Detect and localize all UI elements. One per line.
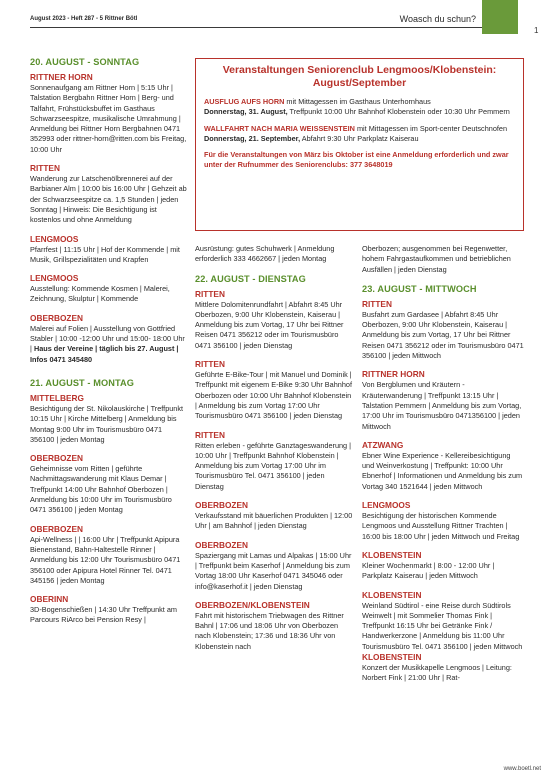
column-2 (195, 244, 355, 660)
event-body: Spaziergang mit Lamas und Alpakas | 15:00 Uhr | Treffpunkt beim Kaserhof | Anmeldung bis zum Vortag 18:00 Uhr Kaserhof 0471 345046 oder info@kaserhof.it | jeden Dienstag (195, 550, 352, 591)
day-heading: 23. AUGUST - MITTWOCH (362, 283, 477, 294)
event-place: RITTEN (362, 298, 392, 309)
event-entry (30, 393, 188, 445)
event-place: KLOBENSTEIN (362, 549, 422, 560)
event-entry (195, 540, 355, 592)
event-place: RITTEN (195, 429, 225, 440)
day-heading: 20. AUGUST - SONNTAG (30, 57, 140, 67)
event-continuation: Oberbozen; ausgenommen bei Regenwetter, hohem Fahrgastaufkommen und betrieblichen Ausfällen | jeden Dienstag (362, 244, 511, 274)
header-rule (30, 27, 482, 28)
event-continuation: Ausrüstung: gutes Schuhwerk | Anmeldung erforderlich 333 4662667 | jeden Montag (195, 244, 335, 264)
page-number: 1 (534, 26, 539, 35)
footer-url: www.boetl.net (503, 766, 541, 772)
event-body: Von Bergblumen und Kräutern - Kräuterwanderung | Treffpunkt 13:15 Uhr | Talstation Pemmern | Anmeldung bis zum Vortag, 17:00 Uhr im Tourismusbüro 0471356100 | jeden Mittwoch (362, 380, 522, 431)
event-body: Geführte E-Bike-Tour | mit Manuel und Dominik | Treffpunkt mit eigenem E-Bike 9:30 Uhr Bahnhof Oberbozen oder 10:00 Uhr Bahnhof Klobenstein | Anmeldung bis zum Vortag 17:00 Uhr Tourismusbüro 0471 356100 | jeden Dienstag (195, 370, 352, 421)
event-entry (30, 234, 188, 266)
event-entry (30, 453, 188, 515)
event-place: OBERBOZEN (195, 539, 249, 550)
day-heading: 22. AUGUST - DIENSTAG (195, 273, 306, 284)
event-place: MITTELBERG (30, 392, 84, 403)
event-place: KLOBENSTEIN (362, 589, 422, 600)
box-event-date: Donnerstag, 21. September, (204, 133, 301, 143)
seniorclub-box (195, 58, 524, 231)
box-event (204, 124, 515, 145)
event-place: OBERBOZEN (30, 312, 84, 323)
event-body-text: Malerei auf Folien | Ausstellung von Gottfried Stabler | 10:00 -12:00 Uhr und 15:00- 18:00 Uhr | (30, 323, 185, 354)
day-heading: 21. AUGUST - MONTAG (30, 377, 134, 388)
event-place: KLOBENSTEIN (362, 652, 422, 663)
event-body: Wanderung zur Latschenölbrennerei auf der Barbianer Alm | 10:00 bis 16:00 Uhr | Gehzeit ab der Schwarzseespitze ca. 1,5 Stunden | jeden Sonntag | Hinweis: Die Besichtigung ist kostenlos und ohne Anmeldung (30, 174, 187, 225)
event-entry (362, 590, 524, 652)
event-body: Verkaufsstand mit bäuerlichen Produkten | 12:00 Uhr | am Bahnhof | jeden Dienstag (195, 511, 353, 531)
event-place: RITTEN (195, 288, 225, 299)
event-entry (195, 430, 355, 492)
event-place: LENGMOOS (30, 233, 79, 244)
event-entry (30, 313, 188, 365)
event-body: Ritten erleben - geführte Ganztageswanderung | 10:00 Uhr | Treffpunkt Bahnhof Klobenstein | Anmeldung bis zum Vortag 17:00 Uhr im Tourismusbüro Tel. 0471 356100 | jeden Dienstag (195, 440, 352, 491)
event-entry (362, 652, 524, 684)
event-body: Busfahrt zum Gardasee | Abfahrt 8:45 Uhr Oberbozen, 9:00 Uhr Klobenstein, Kaiserau | Anmeldung bis zum Vortag, 17 Uhr bei Rittner Reisen 0471 356212 oder im Tourismusbüro 0471 356100 | jeden Mittwoch (362, 309, 524, 361)
event-body: Kleiner Wochenmarkt | 8:00 - 12:00 Uhr | Parkplatz Kaiserau | jeden Mittwoch (362, 560, 495, 581)
event-body-bold: Haus der Vereine | täglich bis 27. August | Infos 0471 345480 (30, 344, 179, 364)
box-title: Veranstaltungen Seniorenclub Lengmoos/Klobenstein: (222, 64, 497, 76)
section-color-tab (482, 0, 518, 34)
event-body: Sonnenaufgang am Rittner Horn | 5:15 Uhr | Talstation Bergbahn Rittner Horn | Berg- und Talfahrt, Frühstücksbuffet im Gasthaus Schwarzseespitze, musikalische Umrahmung | Anmeldung bei Rittner Horn Bergbahnen 0471 352993 oder rittner-horn@ritten.com bis Freitag, 10:00 Uhr (30, 83, 187, 154)
event-body: Besichtigung der historischen Kommende Lengmoos und Ausstellung Rittner Trachten | 16:00 bis 18:00 Uhr | jeden Mittwoch und Freitag (362, 511, 520, 541)
box-event-title: AUSFLUG AUFS HORN (204, 97, 285, 106)
box-event-title: WALLFAHRT NACH MARIA WEISSENSTEIN (204, 123, 355, 133)
event-entry (362, 369, 524, 431)
box-event-date: Donnerstag, 31. August, (204, 107, 288, 117)
page-header (30, 14, 482, 28)
event-body: Weinland Südtirol - eine Reise durch Südtirols Weinwelt | mit Sommelier Thomas Fink | Treffpunkt 16:15 Uhr bei Getränke Fink / Handwerkerzone | Anmeldung bis 11:00 Uhr Tourismusbüro Tel. 0471 356100 | jeden Mittwoch (362, 600, 523, 651)
event-body: Konzert der Musikkapelle Lengmoos | Leitung: Norbert Fink | 21:00 Uhr | Rat- (362, 663, 512, 683)
section-title: Woasch du schun? (399, 14, 476, 24)
event-entry (195, 600, 355, 652)
event-entry (195, 359, 355, 421)
box-event-text: Treffpunkt 10:00 Uhr Bahnhof Klobenstein oder 10:30 Uhr Pemmern (287, 107, 510, 117)
event-body: Ausstellung: Kommende Kosmen | Malerei, Zeichnung, Skulptur | Kommende (30, 284, 170, 304)
event-entry (362, 500, 524, 542)
event-place: RITTNER HORN (30, 72, 93, 82)
box-subtitle: August/September (312, 77, 407, 89)
event-body: Mittlere Dolomitenrundfahrt | Abfahrt 8:45 Uhr Oberbozen, 9:00 Uhr Klobenstein, Kaiserau | Anmeldung bis zum Vortag, 17 Uhr bei Rittner Reisen 0471 356212 oder im Tourismusbüro 0471 356100 | jeden Dienstag (195, 299, 344, 350)
event-entry (30, 594, 188, 626)
column-1 (30, 56, 188, 634)
event-place: OBERBOZEN (30, 523, 84, 534)
event-place: ATZWANG (362, 439, 404, 450)
event-entry (362, 299, 524, 361)
column-3 (362, 244, 524, 692)
event-body: Fahrt mit historischem Triebwagen des Rittner Bahnl | 17:06 und 18:06 Uhr von Oberbozen nach Klobenstein; 17:36 und 18:36 Uhr von Klobenstein nach (195, 610, 344, 651)
event-place: OBERBOZEN/KLOBENSTEIN (195, 599, 310, 610)
event-entry (362, 550, 524, 582)
box-event (204, 97, 515, 118)
event-entry (30, 273, 188, 305)
event-place: LENGMOOS (362, 500, 411, 511)
event-entry (30, 163, 188, 225)
issue-label: August 2023 - Heft 287 - 5 Rittner Bötl (30, 16, 138, 22)
event-entry (195, 500, 355, 532)
event-body: Geheimnisse vom Ritten | geführte Nachmittagswanderung mit Klaus Demar | Treffpunkt 14:00 Uhr Bahnhof Oberbozen | Anmeldung bis 10:00 Uhr im Tourismusbüro 0471 356100 | jeden Montag (30, 464, 172, 515)
event-body: Api-Wellness | | 16:00 Uhr | Treffpunkt Apipura Bienenstand, Bahn-Haltestelle Rinner | Anmeldung bis 12:00 Uhr Tourismusbüro 0471 356100 oder Apipura Hotel Rinner Tel. 0471 345156 | jeden Montag (30, 534, 181, 585)
event-body (30, 324, 188, 365)
event-entry (30, 524, 188, 586)
event-entry (362, 440, 524, 492)
event-body: 3D-Bogenschießen | 14:30 Uhr Treffpunkt am Parcours RiArco bei Pension Resy | (30, 605, 177, 625)
event-entry (30, 72, 188, 155)
event-place: RITTNER HORN (362, 369, 425, 380)
event-place: RITTEN (30, 163, 60, 174)
event-place: RITTEN (195, 359, 225, 370)
box-event-text: Abfahrt 9:30 Uhr Parkplatz Kaiserau (300, 133, 419, 143)
event-entry (195, 289, 355, 351)
box-note: Für die Veranstaltungen von März bis Oktober ist eine Anmeldung erforderlich und zwar unter der Rufnummer des Seniorenclubs: 377 3648019 (204, 150, 509, 170)
event-body: Besichtigung der St. Nikolauskirche | Treffpunkt 10:15 Uhr | Kirche Mittelberg | Anmeldung bis Montag 9:00 Uhr im Tourismusbüro 0471 356100 | jeden Montag (30, 403, 184, 444)
event-place: OBERBOZEN (195, 500, 249, 511)
event-body: Ebner Wine Experience - Kellereibesichtigung und Weinverkostung | Treffpunkt: 10:00 Uhr Ebnerhof | Informationen und Anmeldung bis zum Vortag 340 1521644 | jeden Mittwoch (362, 450, 523, 491)
event-place: OBERBOZEN (30, 453, 84, 464)
box-event-text: mit Mittagessen im Sport-center Deutschnofen (354, 123, 508, 133)
event-place: OBERINN (30, 594, 69, 605)
event-place: LENGMOOS (30, 273, 79, 284)
event-body: Pfarrfest | 11:15 Uhr | Hof der Kommende | mit Musik, Grillspezialitäten und Krapfen (30, 244, 180, 264)
box-event-text: mit Mittagessen im Gasthaus Unterhornhaus (284, 97, 431, 106)
